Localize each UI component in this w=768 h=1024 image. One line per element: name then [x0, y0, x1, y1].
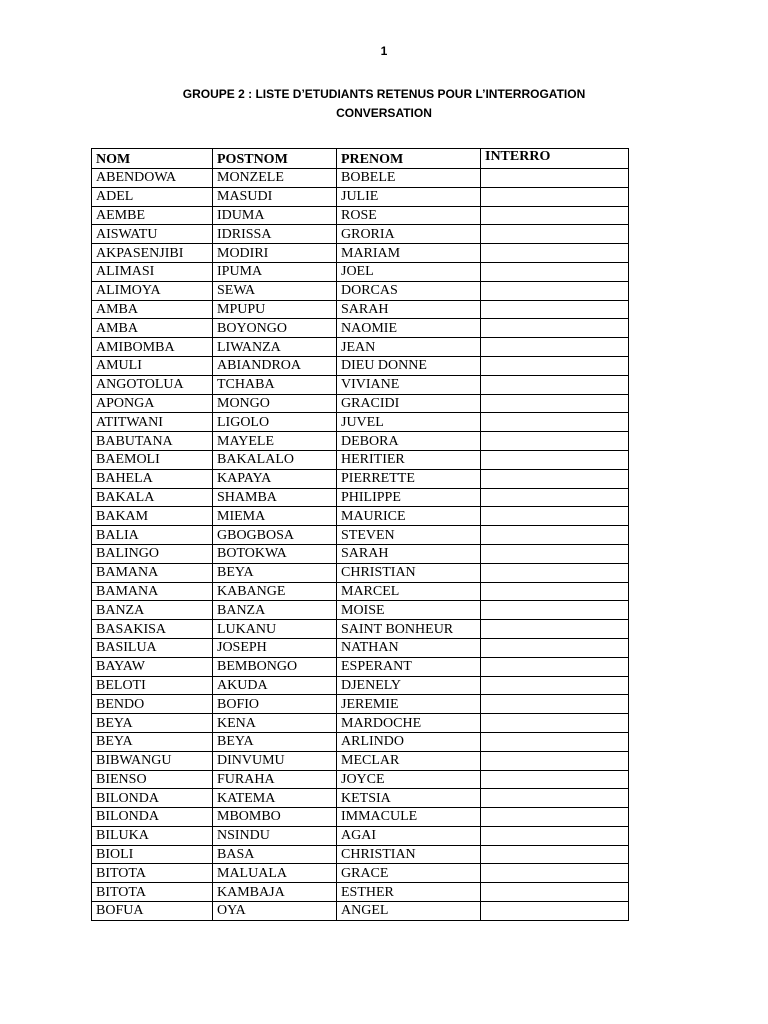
cell-postnom: IDUMA: [213, 206, 337, 225]
table-row: [92, 544, 629, 563]
cell-nom: BAHELA: [92, 469, 213, 488]
cell-prenom: KETSIA: [337, 789, 481, 808]
cell-interro: [481, 695, 629, 714]
cell-interro: [481, 300, 629, 319]
cell-nom: BILONDA: [92, 808, 213, 827]
cell-prenom: DIEU DONNE: [337, 356, 481, 375]
cell-interro: [481, 714, 629, 733]
title-line-2: CONVERSATION: [336, 106, 432, 120]
cell-postnom: TCHABA: [213, 375, 337, 394]
cell-nom: BALIA: [92, 526, 213, 545]
cell-postnom: MIEMA: [213, 507, 337, 526]
table-row: [92, 714, 629, 733]
table-row: [92, 394, 629, 413]
cell-nom: BILUKA: [92, 826, 213, 845]
cell-interro: [481, 676, 629, 695]
cell-interro: [481, 544, 629, 563]
cell-prenom: DORCAS: [337, 281, 481, 300]
cell-prenom: ARLINDO: [337, 732, 481, 751]
cell-interro: [481, 375, 629, 394]
cell-postnom: BEMBONGO: [213, 657, 337, 676]
cell-postnom: FURAHA: [213, 770, 337, 789]
cell-nom: BABUTANA: [92, 432, 213, 451]
cell-interro: [481, 187, 629, 206]
cell-postnom: BEYA: [213, 732, 337, 751]
cell-interro: [481, 225, 629, 244]
cell-postnom: LUKANU: [213, 620, 337, 639]
cell-postnom: KENA: [213, 714, 337, 733]
cell-prenom: ANGEL: [337, 902, 481, 921]
cell-postnom: NSINDU: [213, 826, 337, 845]
cell-postnom: BANZA: [213, 601, 337, 620]
cell-prenom: NAOMIE: [337, 319, 481, 338]
table-row: [92, 864, 629, 883]
cell-postnom: GBOGBOSA: [213, 526, 337, 545]
cell-prenom: MOISE: [337, 601, 481, 620]
cell-nom: AMULI: [92, 356, 213, 375]
table-row: [92, 225, 629, 244]
header-interro: INTERRO: [481, 149, 629, 169]
cell-postnom: MBOMBO: [213, 808, 337, 827]
table-row: [92, 601, 629, 620]
cell-postnom: SHAMBA: [213, 488, 337, 507]
cell-prenom: PHILIPPE: [337, 488, 481, 507]
cell-interro: [481, 770, 629, 789]
cell-interro: [481, 469, 629, 488]
cell-nom: ANGOTOLUA: [92, 375, 213, 394]
cell-prenom: MARIAM: [337, 244, 481, 263]
cell-interro: [481, 319, 629, 338]
cell-interro: [481, 488, 629, 507]
cell-nom: BIBWANGU: [92, 751, 213, 770]
table-row: [92, 413, 629, 432]
cell-nom: BEYA: [92, 714, 213, 733]
cell-nom: AEMBE: [92, 206, 213, 225]
table-row: [92, 375, 629, 394]
cell-nom: BAKAM: [92, 507, 213, 526]
cell-nom: BOFUA: [92, 902, 213, 921]
cell-interro: [481, 883, 629, 902]
cell-prenom: NATHAN: [337, 638, 481, 657]
cell-postnom: ABIANDROA: [213, 356, 337, 375]
cell-postnom: BOYONGO: [213, 319, 337, 338]
cell-interro: [481, 526, 629, 545]
cell-nom: BITOTA: [92, 883, 213, 902]
cell-postnom: MODIRI: [213, 244, 337, 263]
cell-nom: BELOTI: [92, 676, 213, 695]
cell-nom: ALIMOYA: [92, 281, 213, 300]
cell-prenom: ROSE: [337, 206, 481, 225]
table-body: [92, 169, 629, 921]
cell-interro: [481, 864, 629, 883]
cell-interro: [481, 751, 629, 770]
page-number: 1: [380, 44, 388, 58]
table-row: [92, 826, 629, 845]
cell-nom: AISWATU: [92, 225, 213, 244]
cell-interro: [481, 808, 629, 827]
cell-prenom: CHRISTIAN: [337, 563, 481, 582]
table-row: [92, 469, 629, 488]
table-row: [92, 732, 629, 751]
table-row: [92, 338, 629, 357]
cell-postnom: SEWA: [213, 281, 337, 300]
cell-prenom: HERITIER: [337, 450, 481, 469]
cell-interro: [481, 902, 629, 921]
cell-prenom: STEVEN: [337, 526, 481, 545]
table-row: [92, 281, 629, 300]
cell-nom: BAMANA: [92, 582, 213, 601]
title-line-1: GROUPE 2 : LISTE D’ETUDIANTS RETENUS POUR L’INTERROGATION: [182, 87, 586, 101]
cell-interro: [481, 244, 629, 263]
cell-postnom: MAYELE: [213, 432, 337, 451]
cell-nom: BAMANA: [92, 563, 213, 582]
cell-nom: ABENDOWA: [92, 169, 213, 188]
cell-interro: [481, 206, 629, 225]
cell-interro: [481, 450, 629, 469]
cell-prenom: ESPERANT: [337, 657, 481, 676]
table-row: [92, 789, 629, 808]
table-row: [92, 526, 629, 545]
table-row: [92, 244, 629, 263]
cell-prenom: SARAH: [337, 300, 481, 319]
cell-interro: [481, 620, 629, 639]
cell-postnom: KABANGE: [213, 582, 337, 601]
cell-postnom: KATEMA: [213, 789, 337, 808]
cell-prenom: GRACIDI: [337, 394, 481, 413]
cell-postnom: BEYA: [213, 563, 337, 582]
cell-postnom: JOSEPH: [213, 638, 337, 657]
cell-interro: [481, 394, 629, 413]
header-nom: NOM: [92, 149, 213, 169]
table-row: [92, 902, 629, 921]
cell-interro: [481, 338, 629, 357]
cell-interro: [481, 601, 629, 620]
table-row: [92, 356, 629, 375]
cell-postnom: MASUDI: [213, 187, 337, 206]
cell-nom: BAKALA: [92, 488, 213, 507]
cell-prenom: ESTHER: [337, 883, 481, 902]
table-row: [92, 770, 629, 789]
header-postnom: POSTNOM: [213, 149, 337, 169]
cell-nom: AMBA: [92, 300, 213, 319]
cell-nom: ALIMASI: [92, 262, 213, 281]
cell-prenom: BOBELE: [337, 169, 481, 188]
cell-nom: BAEMOLI: [92, 450, 213, 469]
cell-nom: AMIBOMBA: [92, 338, 213, 357]
cell-prenom: SARAH: [337, 544, 481, 563]
cell-postnom: MONGO: [213, 394, 337, 413]
cell-nom: AKPASENJIBI: [92, 244, 213, 263]
cell-nom: BASAKISA: [92, 620, 213, 639]
cell-interro: [481, 413, 629, 432]
cell-prenom: JUVEL: [337, 413, 481, 432]
cell-interro: [481, 281, 629, 300]
cell-interro: [481, 826, 629, 845]
table-row: [92, 620, 629, 639]
cell-postnom: MALUALA: [213, 864, 337, 883]
cell-nom: BAYAW: [92, 657, 213, 676]
table-row: [92, 450, 629, 469]
cell-interro: [481, 582, 629, 601]
cell-prenom: GRORIA: [337, 225, 481, 244]
cell-nom: APONGA: [92, 394, 213, 413]
header-prenom: PRENOM: [337, 149, 481, 169]
cell-prenom: JEREMIE: [337, 695, 481, 714]
table-row: [92, 206, 629, 225]
cell-prenom: JEAN: [337, 338, 481, 357]
cell-nom: BALINGO: [92, 544, 213, 563]
cell-nom: ADEL: [92, 187, 213, 206]
cell-postnom: OYA: [213, 902, 337, 921]
table-row: [92, 262, 629, 281]
cell-prenom: CHRISTIAN: [337, 845, 481, 864]
cell-interro: [481, 845, 629, 864]
cell-interro: [481, 638, 629, 657]
cell-prenom: JOYCE: [337, 770, 481, 789]
cell-postnom: BASA: [213, 845, 337, 864]
student-table: [91, 148, 629, 921]
cell-nom: BANZA: [92, 601, 213, 620]
cell-interro: [481, 262, 629, 281]
cell-prenom: DEBORA: [337, 432, 481, 451]
cell-nom: ATITWANI: [92, 413, 213, 432]
cell-interro: [481, 356, 629, 375]
cell-prenom: MECLAR: [337, 751, 481, 770]
table-row: [92, 488, 629, 507]
cell-prenom: MARDOCHE: [337, 714, 481, 733]
table-row: [92, 883, 629, 902]
cell-interro: [481, 657, 629, 676]
cell-postnom: BAKALALO: [213, 450, 337, 469]
table-row: [92, 582, 629, 601]
cell-postnom: IDRISSA: [213, 225, 337, 244]
table-row: [92, 169, 629, 188]
table-row: [92, 657, 629, 676]
cell-prenom: VIVIANE: [337, 375, 481, 394]
table-row: [92, 507, 629, 526]
cell-postnom: DINVUMU: [213, 751, 337, 770]
cell-postnom: MPUPU: [213, 300, 337, 319]
cell-postnom: BOFIO: [213, 695, 337, 714]
cell-interro: [481, 732, 629, 751]
cell-prenom: SAINT BONHEUR: [337, 620, 481, 639]
cell-postnom: BOTOKWA: [213, 544, 337, 563]
table-row: [92, 676, 629, 695]
cell-nom: BITOTA: [92, 864, 213, 883]
cell-nom: BENDO: [92, 695, 213, 714]
table-row: [92, 187, 629, 206]
cell-nom: BIENSO: [92, 770, 213, 789]
cell-interro: [481, 789, 629, 808]
cell-prenom: JULIE: [337, 187, 481, 206]
cell-postnom: MONZELE: [213, 169, 337, 188]
cell-postnom: LIWANZA: [213, 338, 337, 357]
cell-prenom: JOEL: [337, 262, 481, 281]
cell-postnom: KAPAYA: [213, 469, 337, 488]
table-row: [92, 751, 629, 770]
cell-interro: [481, 507, 629, 526]
cell-prenom: DJENELY: [337, 676, 481, 695]
table-row: [92, 808, 629, 827]
cell-postnom: KAMBAJA: [213, 883, 337, 902]
document-title: [0, 85, 768, 123]
cell-prenom: MAURICE: [337, 507, 481, 526]
cell-interro: [481, 169, 629, 188]
table-row: [92, 695, 629, 714]
cell-prenom: MARCEL: [337, 582, 481, 601]
cell-prenom: PIERRETTE: [337, 469, 481, 488]
cell-nom: BILONDA: [92, 789, 213, 808]
cell-nom: BEYA: [92, 732, 213, 751]
table-row: [92, 845, 629, 864]
table-row: [92, 638, 629, 657]
cell-interro: [481, 563, 629, 582]
cell-nom: AMBA: [92, 319, 213, 338]
cell-nom: BASILUA: [92, 638, 213, 657]
cell-prenom: AGAI: [337, 826, 481, 845]
cell-postnom: LIGOLO: [213, 413, 337, 432]
table-row: [92, 432, 629, 451]
cell-prenom: GRACE: [337, 864, 481, 883]
cell-interro: [481, 432, 629, 451]
table-row: [92, 300, 629, 319]
table-row: [92, 319, 629, 338]
cell-prenom: IMMACULE: [337, 808, 481, 827]
table-header-row: [92, 149, 629, 169]
cell-postnom: AKUDA: [213, 676, 337, 695]
cell-postnom: IPUMA: [213, 262, 337, 281]
table-row: [92, 563, 629, 582]
cell-nom: BIOLI: [92, 845, 213, 864]
